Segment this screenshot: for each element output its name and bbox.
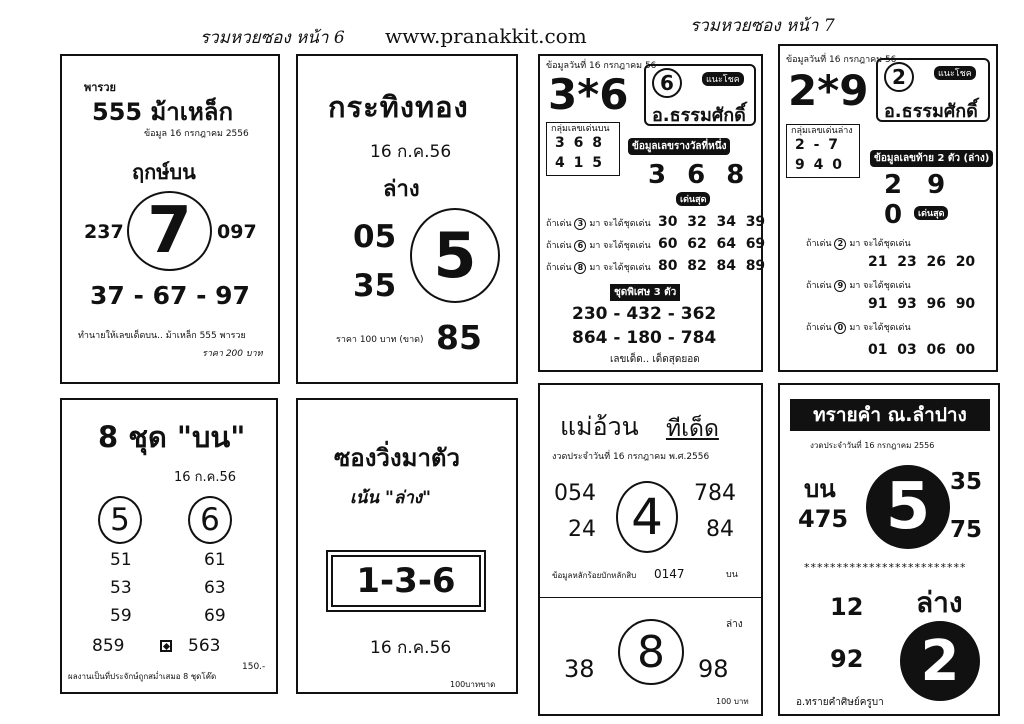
panel-price: ราคา 100 บาท (ขาด) xyxy=(336,335,424,345)
left-number-1: 054 xyxy=(554,481,596,506)
group-row-2: 9 4 0 xyxy=(795,157,844,173)
divider xyxy=(540,597,761,598)
panel-date: งวดประจำวันที่ 16 กรกฎาคม พ.ศ.2556 xyxy=(552,452,710,462)
top-left-number: 475 xyxy=(798,505,849,533)
bottom-label: ล่าง xyxy=(726,619,743,630)
name-badge xyxy=(876,58,990,122)
top-right-number-2: 75 xyxy=(950,517,983,543)
row-2-numbers: 91 93 96 90 xyxy=(868,296,976,312)
site-url: www.pranakkit.com xyxy=(385,24,587,48)
row-suffix: มา จะได้ชุดเด่น xyxy=(849,239,911,249)
row-prefix: ถ้าเด่น xyxy=(806,239,832,249)
row-1-label xyxy=(806,236,911,250)
number-right: 097 xyxy=(217,221,257,243)
number-2: 35 xyxy=(353,268,397,304)
star-divider: ************************* xyxy=(804,561,967,574)
panel-date: 16 ก.ค.56 xyxy=(370,638,452,658)
best-tag: เด่นสุด xyxy=(914,206,948,220)
row-3-label xyxy=(806,320,911,334)
panel-date: ข้อมูลวันที่ 16 กรกฎาคม 56 xyxy=(786,55,897,65)
row-suffix: มา จะได้ชุดเด่น xyxy=(589,263,651,273)
main-number-bottom: 2 xyxy=(900,621,980,701)
panel-golden-bull xyxy=(296,54,518,384)
panel-date: 16 ก.ค.56 xyxy=(370,142,452,162)
badge-tag: แนะโชค xyxy=(702,72,744,86)
main-number-bottom: 8 xyxy=(618,619,684,685)
group-row-1: 2 - 7 xyxy=(795,137,841,153)
right-number-1: 784 xyxy=(694,481,736,506)
special-line-2: 864 - 180 - 784 xyxy=(572,328,717,348)
special-bar: ชุดพิเศษ 3 ตัว xyxy=(610,284,680,301)
panel-title: 8 ชุด "บน" xyxy=(98,420,246,454)
right-number-2: 84 xyxy=(706,517,734,542)
col-2-item: 63 xyxy=(204,578,226,598)
row-3-numbers: 80 82 84 89 xyxy=(658,258,766,274)
row-1-label xyxy=(546,216,651,230)
col-2-item: 61 xyxy=(204,550,226,570)
row-prefix: ถ้าเด่น xyxy=(546,241,572,251)
row-digit: 2 xyxy=(834,238,846,250)
bottom-label: ล่าง xyxy=(916,586,963,619)
panel-subtitle: เน้น "ล่าง" xyxy=(350,488,431,508)
row-2-numbers: 60 62 64 69 xyxy=(658,236,766,252)
group-box xyxy=(786,124,860,178)
panel-price: 150.- xyxy=(242,662,266,672)
circle-number-1: 5 xyxy=(98,496,142,544)
row-1-numbers: 30 32 34 39 xyxy=(658,214,766,230)
row-1-numbers: 21 23 26 20 xyxy=(868,254,976,270)
badge-number: 6 xyxy=(652,68,682,98)
col-1-item: 53 xyxy=(110,578,132,598)
left-number-2: 24 xyxy=(568,517,596,542)
last-left: 859 xyxy=(92,636,125,656)
page-6-label: รวมหวยซอง หน้า 6 xyxy=(200,28,345,48)
bottom-left-number-2: 92 xyxy=(830,645,864,673)
row-digit: 8 xyxy=(574,262,586,274)
row-digit: 0 xyxy=(834,322,846,334)
row-suffix: มา จะได้ชุดเด่น xyxy=(589,219,651,229)
group-label: กลุ่มเลขเด่นล่าง xyxy=(791,126,853,136)
big-number: 2*9 xyxy=(788,66,869,115)
number-combo: 37 - 67 - 97 xyxy=(90,281,250,310)
col-1-item: 59 xyxy=(110,606,132,626)
last-right: 563 xyxy=(188,636,221,656)
panel-mae-uan xyxy=(538,383,763,716)
panel-sai-kham xyxy=(778,383,1000,716)
row-suffix: มา จะได้ชุดเด่น xyxy=(589,241,651,251)
panel-8-sets xyxy=(60,398,278,694)
row-suffix: มา จะได้ชุดเด่น xyxy=(849,323,911,333)
number-1: 05 xyxy=(353,219,397,255)
row-2-label xyxy=(806,278,911,292)
circle-number-2: 6 xyxy=(188,496,232,544)
main-number-top: 4 xyxy=(616,481,678,553)
panel-label: ล่าง xyxy=(383,177,420,202)
panel-price: 100 บาท xyxy=(716,697,749,706)
badge-name: อ.ธรรมศักดิ์ xyxy=(652,105,746,126)
info-number: 0147 xyxy=(654,567,685,581)
row-prefix: ถ้าเด่น xyxy=(546,263,572,273)
panel-footer: ผลงานเป็นที่ประจักษ์ถูกสม่ำเสมอ 8 ชุดโค๊ด xyxy=(68,672,217,681)
panel-thammasak-top xyxy=(538,54,766,372)
top-label: บน xyxy=(726,570,738,580)
badge-tag: แนะโชค xyxy=(934,66,976,80)
col-2-item: 69 xyxy=(204,606,226,626)
main-number-top: 5 xyxy=(866,465,950,549)
badge-name: อ.ธรรมศักดิ์ xyxy=(884,101,978,122)
panel-title: ทรายคำ ณ.ลำปาง xyxy=(790,399,990,431)
page-7-label: รวมหวยซอง หน้า 7 xyxy=(690,16,835,36)
big-number: 3*6 xyxy=(548,70,629,119)
panel-running-digit xyxy=(296,398,518,694)
panel-date: ข้อมูลวันที่ 16 กรกฎาคม 56 xyxy=(546,61,657,71)
panel-footer: ทำนายให้เลขเด็ดบน.. ม้าเหล็ก 555 พารวย xyxy=(78,331,246,341)
panel-title: กระทิงทอง xyxy=(328,90,469,124)
panel-footer: อ.ทรายคำศิษย์ครูบา xyxy=(796,697,884,708)
panel-horse-555 xyxy=(60,54,280,384)
top-right-number-1: 35 xyxy=(950,469,983,495)
bottom-left-number: 38 xyxy=(564,655,595,683)
panel-footer: เลขเด็ด.. เด็ดสุดยอด xyxy=(610,354,700,365)
panel-label: ฤกษ์บน xyxy=(132,160,196,184)
row-digit: 3 xyxy=(574,218,586,230)
main-number: 7 xyxy=(127,191,212,271)
number-3: 85 xyxy=(436,318,482,357)
top-numbers: 3 6 8 xyxy=(648,160,751,190)
row-suffix: มา จะได้ชุดเด่น xyxy=(849,281,911,291)
panel-price: 100บาทขาด xyxy=(450,680,496,689)
top-label: บน xyxy=(804,475,836,503)
bottom-left-number-1: 12 xyxy=(830,593,864,621)
panel-date: 16 ก.ค.56 xyxy=(174,470,237,485)
group-row-1: 3 6 8 xyxy=(555,135,604,151)
number-left: 237 xyxy=(84,221,124,243)
panel-thammasak-bottom xyxy=(778,44,998,372)
info-bar: ข้อมูลเลขท้าย 2 ตัว (ล่าง) xyxy=(870,150,993,167)
row-digit: 6 xyxy=(574,240,586,252)
best-tag: เด่นสุด xyxy=(676,192,710,206)
group-box xyxy=(546,122,620,176)
special-line-1: 230 - 432 - 362 xyxy=(572,304,717,324)
row-prefix: ถ้าเด่น xyxy=(546,219,572,229)
panel-title-2: ทีเด็ด xyxy=(666,416,719,442)
bottom-right-number: 98 xyxy=(698,655,729,683)
panel-title: ซองวิ่งมาตัว xyxy=(334,444,460,472)
info-bar: ข้อมูลเลขรางวัลที่หนึ่ง xyxy=(628,138,730,155)
badge-number: 2 xyxy=(884,62,914,92)
row-prefix: ถ้าเด่น xyxy=(806,281,832,291)
panel-title-1: แม่อ้วน xyxy=(560,412,639,441)
panel-date: งวดประจำวันที่ 16 กรกฎาคม 2556 xyxy=(810,441,935,450)
panel-date: ข้อมูล 16 กรกฎาคม 2556 xyxy=(144,129,249,139)
group-label: กลุ่มเลขเด่นบน xyxy=(551,124,610,134)
row-3-label xyxy=(546,260,651,274)
brand-small: พารวย xyxy=(84,81,116,94)
brand-title: 555 ม้าเหล็ก xyxy=(92,98,234,126)
main-number: 1-3-6 xyxy=(331,555,481,607)
row-digit: 9 xyxy=(834,280,846,292)
main-number-box xyxy=(326,550,486,612)
info-text: ข้อมูลหลักร้อยบักหลักสิบ xyxy=(552,571,637,580)
top-numbers: 2 9 0 xyxy=(884,170,954,230)
row-prefix: ถ้าเด่น xyxy=(806,323,832,333)
row-2-label xyxy=(546,238,651,252)
panel-price: ราคา 200 บาท xyxy=(202,349,263,359)
diamond-icon xyxy=(160,640,172,652)
main-number: 5 xyxy=(410,208,500,303)
name-badge xyxy=(644,64,756,126)
col-1-item: 51 xyxy=(110,550,132,570)
row-3-numbers: 01 03 06 00 xyxy=(868,342,976,358)
group-row-2: 4 1 5 xyxy=(555,155,604,171)
